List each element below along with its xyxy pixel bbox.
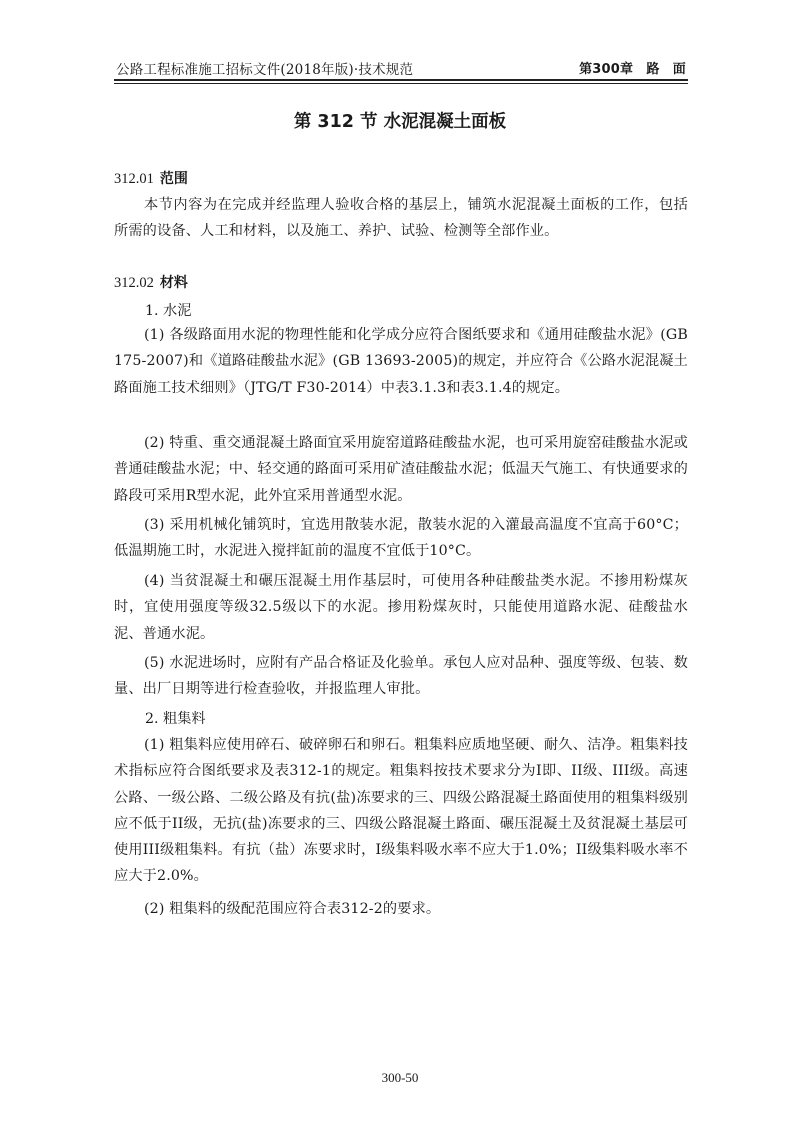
header-rule-thin — [114, 83, 688, 84]
subsection-name: 材料 — [159, 275, 188, 291]
subsection-heading-312-01 — [114, 168, 188, 188]
coarse-aggregate-paragraph-1: (1) 粗集料应使用碎石、破碎卵石和卵石。粗集料应质地坚硬、耐久、洁净。粗集料技术指标应符合图纸要求及表312-1的规定。粗集料按技术要求分为I即、II级、III级。高速公路、一级公路、二级公路及有抗(盐)冻要求的三、四级公路混凝土路面使用的粗集料级别应不低于II级，无抗(盐)冻要求的三、四级公路混凝土路面、碾压混凝土及贫混凝土基层可使用III级粗集料。有抗（盐）冻要求时，I级集料吸水率不应大于1.0%；II级集料吸水率不应大于2.0%。 — [114, 737, 688, 885]
cement-heading: 1. 水泥 — [145, 303, 192, 319]
scope-paragraph: 本节内容为在完成并经监理人验收合格的基层上，铺筑水泥混凝土面板的工作，包括所需的设备、人工和材料，以及施工、养护、试验、检测等全部作业。 — [114, 197, 688, 240]
subsection-number: 312.02 — [114, 275, 154, 291]
cement-paragraph-1: (1) 各级路面用水泥的物理性能和化学成分应符合图纸要求和《通用硅酸盐水泥》(GB 175-2007)和《道路硅酸盐水泥》(GB 13693-2005)的规定，并应符合《公路水泥混凝土路面施工技术细则》（JTG/T F30-2014）中表3.1.3和表3.1.4的规定。 — [114, 327, 688, 396]
coarse-aggregate-heading: 2. 粗集料 — [145, 711, 206, 727]
cement-paragraph-3: (3) 采用机械化铺筑时，宜选用散装水泥，散装水泥的入灌最高温度不宜高于60°C；低温期施工时，水泥进入搅拌缸前的温度不宜低于10°C。 — [114, 517, 688, 560]
header-chapter: 第300章 路 面 — [579, 62, 686, 77]
subsection-heading-312-02 — [114, 272, 188, 292]
running-header — [114, 52, 688, 80]
page-number: 300-50 — [381, 1070, 419, 1085]
subsection-name: 范围 — [159, 171, 188, 187]
cement-paragraph-5: (5) 水泥进场时，应附有产品合格证及化验单。承包人应对品种、强度等级、包装、数量、出厂日期等进行检查验收，并报监理人审批。 — [114, 655, 688, 698]
section-title: 第 312 节 水泥混凝土面板 — [293, 112, 507, 132]
header-document-title: 公路工程标准施工招标文件(2018年版)·技术规范 — [116, 62, 414, 78]
header-rule — [114, 79, 688, 81]
cement-paragraph-4: (4) 当贫混凝土和碾压混凝土用作基层时，可使用各种硅酸盐类水泥。不掺用粉煤灰时，宜使用强度等级32.5级以下的水泥。掺用粉煤灰时，只能使用道路水泥、硅酸盐水泥、普通水泥。 — [114, 573, 688, 642]
subsection-number: 312.01 — [114, 171, 154, 187]
cement-paragraph-2: (2) 特重、重交通混凝土路面宜采用旋窑道路硅酸盐水泥，也可采用旋窑硅酸盐水泥或普通硅酸盐水泥；中、轻交通的路面可采用矿渣硅酸盐水泥；低温天气施工、有快通要求的路段可采用R型水泥，此外宜采用普通型水泥。 — [114, 435, 688, 504]
coarse-aggregate-paragraph-2: (2) 粗集料的级配范围应符合表312-2的要求。 — [144, 901, 441, 917]
